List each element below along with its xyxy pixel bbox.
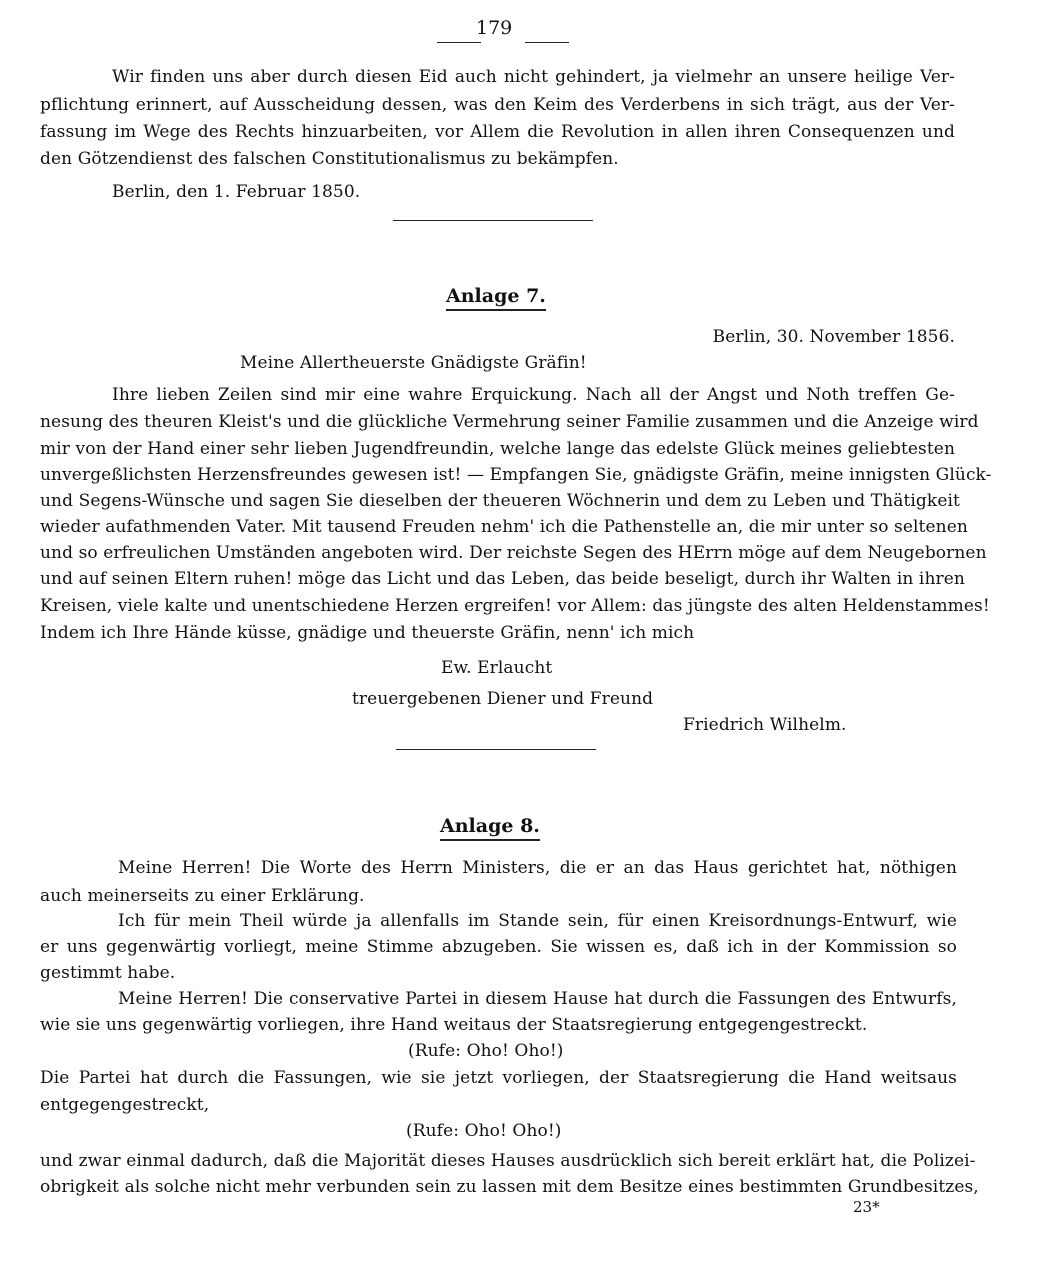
section-divider xyxy=(396,749,596,750)
anlage8-line: entgegengestreckt, xyxy=(40,1095,210,1115)
signature-mark: 23* xyxy=(853,1198,880,1216)
anlage8-line: Die Partei hat durch die Fassungen, wie sie jetzt vorliegen, der Staatsregierung die Hand weitsaus xyxy=(40,1068,957,1088)
header-rule-right xyxy=(525,42,569,43)
anlage7-salutation: Meine Allertheuerste Gnädigste Gräfin! xyxy=(240,353,587,373)
anlage7-line: unvergeßlichsten Herzensfreundes gewesen ist! — Empfangen Sie, gnädigste Gräfin, meine innigsten Glück- xyxy=(40,465,992,485)
intro-line: den Götzendienst des falschen Constitutionalismus zu bekämpfen. xyxy=(40,149,619,169)
intro-line: pflichtung erinnert, auf Ausscheidung dessen, was den Keim des Verderbens in sich trägt, aus der Ver- xyxy=(40,95,955,115)
anlage8-line: wie sie uns gegenwärtig vorliegen, ihre Hand weitaus der Staatsregierung entgegengestreckt. xyxy=(40,1015,868,1035)
anlage8-line: Ich für mein Theil würde ja allenfalls im Stande sein, für einen Kreisordnungs-Entwurf, wie xyxy=(118,911,957,931)
header-rule-left xyxy=(437,42,481,43)
anlage7-line: wieder aufathmenden Vater. Mit tausend Freuden nehm' ich die Pathenstelle an, die mir unter so seltenen xyxy=(40,517,968,537)
anlage8-heading: Anlage 8. xyxy=(440,814,540,841)
anlage8-line: er uns gegenwärtig vorliegt, meine Stimme abzugeben. Sie wissen es, daß ich in der Kommission so xyxy=(40,937,957,957)
anlage7-line: Ihre lieben Zeilen sind mir eine wahre Erquickung. Nach all der Angst und Noth treffen Ge- xyxy=(112,385,955,405)
anlage8-line: Meine Herren! Die conservative Partei in diesem Hause hat durch die Fassungen des Entwurfs, xyxy=(118,989,957,1009)
anlage7-closing: Ew. Erlaucht xyxy=(441,658,553,678)
anlage8-line: obrigkeit als solche nicht mehr verbunden sein zu lassen mit dem Besitze eines bestimmten Grundbesitzes, xyxy=(40,1177,979,1197)
anlage8-line: Meine Herren! Die Worte des Herrn Ministers, die er an das Haus gerichtet hat, nöthigen xyxy=(118,858,957,878)
anlage8-interjection: (Rufe: Oho! Oho!) xyxy=(408,1041,564,1061)
anlage7-line: Indem ich Ihre Hände küsse, gnädige und theuerste Gräfin, nenn' ich mich xyxy=(40,623,695,643)
anlage8-line: und zwar einmal dadurch, daß die Majorität dieses Hauses ausdrücklich sich bereit erklärt hat, die Polizei- xyxy=(40,1151,976,1171)
anlage7-signature: Friedrich Wilhelm. xyxy=(683,715,847,735)
anlage7-line: Kreisen, viele kalte und unentschiedene Herzen ergreifen! vor Allem: das jüngste des alten Heldenstammes! xyxy=(40,596,990,616)
anlage7-closing: treuergebenen Diener und Freund xyxy=(352,689,654,709)
page-number: 179 xyxy=(476,17,513,39)
anlage7-line: und Segens-Wünsche und sagen Sie dieselben der theueren Wöchnerin und dem zu Leben und Thätigkeit xyxy=(40,491,960,511)
intro-line: Wir finden uns aber durch diesen Eid auch nicht gehindert, ja vielmehr an unsere heilige Ver- xyxy=(112,67,955,87)
intro-line: fassung im Wege des Rechts hinzuarbeiten, vor Allem die Revolution in allen ihren Consequenzen und xyxy=(40,122,955,142)
anlage7-line: nesung des theuren Kleist's und die glückliche Vermehrung seiner Familie zusammen und die Anzeige wird xyxy=(40,412,979,432)
anlage7-line: mir von der Hand einer sehr lieben Jugendfreundin, welche lange das edelste Glück meines geliebtesten xyxy=(40,439,955,459)
anlage7-heading: Anlage 7. xyxy=(446,284,546,311)
anlage8-line: auch meinerseits zu einer Erklärung. xyxy=(40,886,365,906)
anlage7-dateline: Berlin, 30. November 1856. xyxy=(712,327,955,347)
anlage7-line: und so erfreulichen Umständen angeboten wird. Der reichste Segen des HErrn möge auf dem Neugebornen xyxy=(40,543,987,563)
anlage8-interjection: (Rufe: Oho! Oho!) xyxy=(406,1121,562,1141)
anlage8-line: gestimmt habe. xyxy=(40,963,176,983)
section-divider xyxy=(393,220,593,221)
anlage7-line: und auf seinen Eltern ruhen! möge das Licht und das Leben, das beide beseligt, durch ihr Walten in ihren xyxy=(40,569,965,589)
intro-dateline: Berlin, den 1. Februar 1850. xyxy=(112,182,361,202)
